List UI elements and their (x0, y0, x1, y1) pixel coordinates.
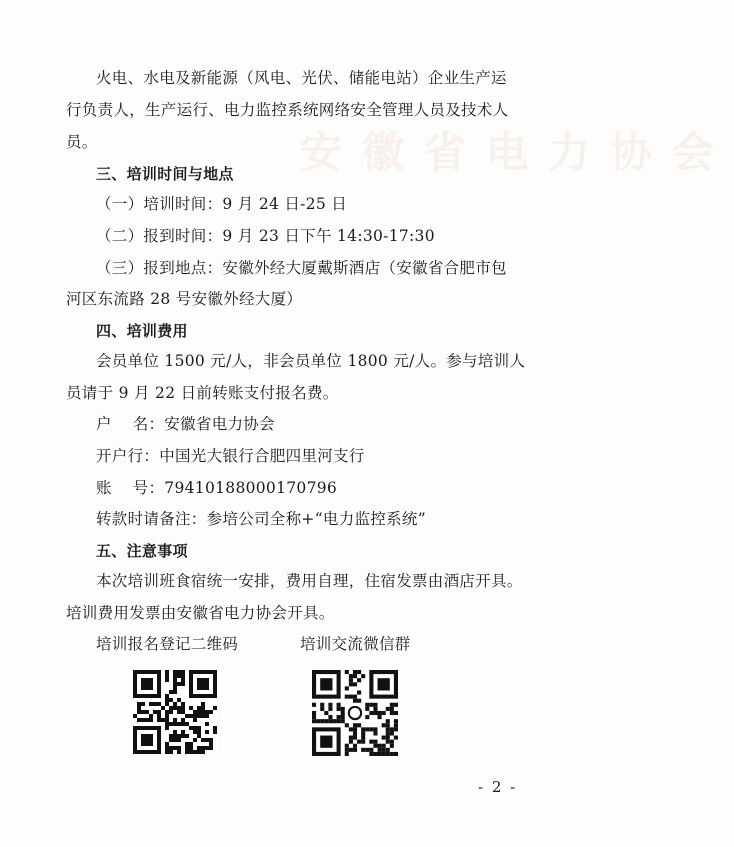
section-heading: 三、培训时间与地点 (96, 165, 234, 183)
paragraph-line: （一）培训时间：9 月 24 日-25 日 (96, 195, 348, 213)
section-heading: 五、注意事项 (96, 542, 188, 560)
account-number: 账 号：79410188000170796 (96, 479, 338, 497)
paragraph-line: （三）报到地点：安徽外经大厦戴斯酒店（安徽省合肥市包 (96, 259, 507, 277)
paragraph-line: 会员单位 1500 元/人，非会员单位 1800 元/人。参与培训人 (96, 352, 526, 370)
paragraph-line: 行负责人，生产运行、电力监控系统网络安全管理人员及技术人 (66, 101, 509, 119)
wechat-group-qr-code[interactable] (312, 670, 398, 756)
section-heading: 四、培训费用 (96, 322, 188, 340)
qr-label-registration: 培训报名登记二维码 (96, 635, 239, 653)
page-number: - 2 - (478, 778, 518, 796)
qr-label-wechat-group: 培训交流微信群 (300, 635, 411, 653)
paragraph-line: 员。 (66, 133, 98, 151)
account-bank: 开户行：中国光大银行合肥四里河支行 (96, 447, 365, 465)
paragraph-line: 员请于 9 月 22 日前转账支付报名费。 (66, 384, 339, 402)
registration-qr-code[interactable] (133, 670, 217, 754)
transfer-note: 转款时请备注：参培公司全称+“电力监控系统” (96, 510, 426, 528)
paragraph-line: 河区东流路 28 号安徽外经大厦） (66, 290, 303, 308)
account-name: 户 名：安徽省电力协会 (96, 415, 275, 433)
paragraph-line: 本次培训班食宿统一安排，费用自理，住宿发票由酒店开具。 (96, 572, 523, 590)
bleed-through: 安徽省电力协会 (300, 128, 734, 177)
paragraph-line: 火电、水电及新能源（风电、光伏、储能电站）企业生产运 (96, 69, 507, 87)
paragraph-line: （二）报到时间：9 月 23 日下午 14:30-17:30 (96, 227, 435, 245)
paragraph-line: 培训费用发票由安徽省电力协会开具。 (66, 604, 335, 622)
